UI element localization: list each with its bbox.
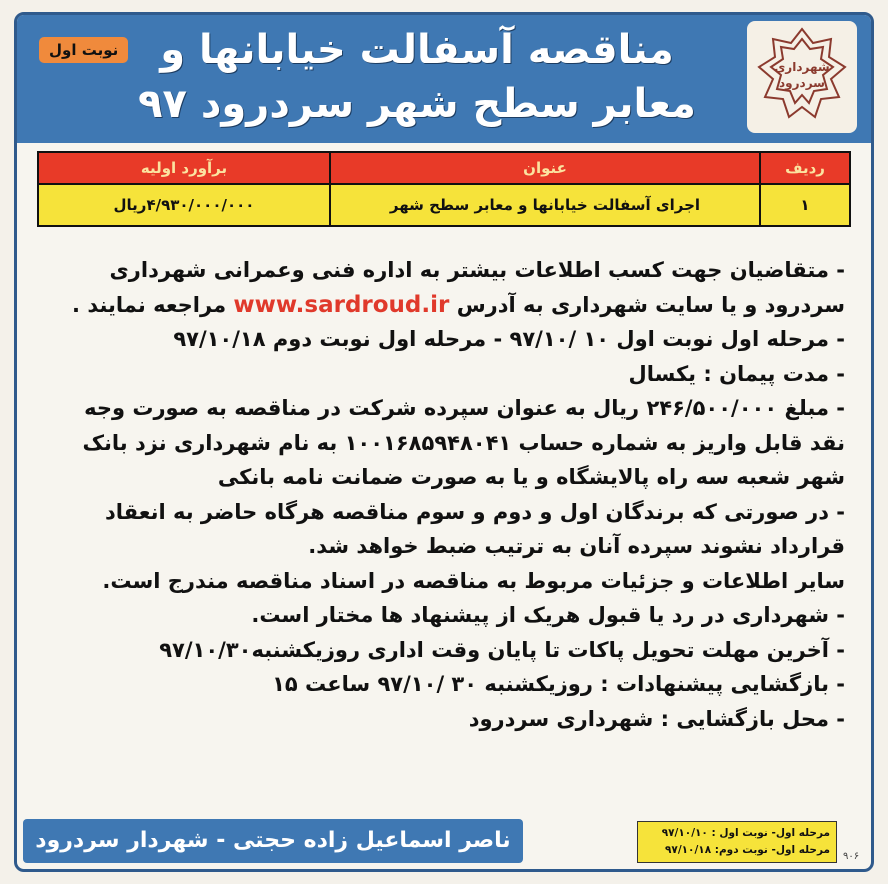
notice-body xyxy=(45,253,845,736)
website-link[interactable]: www.sardroud.ir xyxy=(233,291,450,318)
cell-index: ۱ xyxy=(760,184,850,226)
para-dates: - مرحله اول نوبت اول ۱۰ /۹۷/۱۰ - مرحله اول نوبت دوم ۹۷/۱۰/۱۸ xyxy=(173,327,845,351)
cell-title: اجرای آسفالت خیابانها و معابر سطح شهر xyxy=(330,184,760,226)
para-opening: - بازگشایی پیشنهادات : روزیکشنبه ۳۰ /۹۷/۱۰ ساعت ۱۵ xyxy=(272,672,845,696)
inquiry-text-end: مراجعه نمایند . xyxy=(72,292,227,317)
header-index: ردیف xyxy=(760,152,850,184)
first-round-badge: نوبت اول xyxy=(39,37,128,63)
para-documents: سایر اطلاعات و جزئیات مربوط به مناقصه در اسناد مناقصه مندرج است. xyxy=(102,568,845,593)
publication-date-2: مرحله اول- نوبت دوم: ۹۷/۱۰/۱۸ xyxy=(665,844,830,856)
para-opening-location: - محل بازگشایی : شهرداری سردرود xyxy=(468,706,845,731)
notice-title-line1: مناقصه آسفالت خیابانها و xyxy=(160,27,674,73)
publication-date-1: مرحله اول- نوبت اول : ۹۷/۱۰/۱۰ xyxy=(661,827,830,839)
municipality-logo xyxy=(747,21,857,133)
para-forfeit: - در صورتی که برندگان اول و دوم و سوم مناقصه هرگاه حاضر به انعقاد قرارداد نشوند سپرده آنان به ترتیب ضبط خواهد شد. xyxy=(104,499,845,558)
logo-text-1: شهرداری xyxy=(774,60,830,74)
inquiry-text: - متقاضیان جهت کسب اطلاعات بیشتر به اداره فنی وعمرانی شهرداری سردرود و یا سایت شهرداری به آدرس xyxy=(109,258,845,317)
para-deadline: - آخرین مهلت تحویل پاکات تا پایان وقت اداری روزیکشنبه۹۷/۱۰/۳۰ xyxy=(159,637,845,662)
para-inquiry xyxy=(45,253,845,322)
header-title: عنوان xyxy=(330,152,760,184)
logo-emblem-icon xyxy=(747,21,857,133)
tender-table xyxy=(37,151,851,227)
publication-dates-box xyxy=(637,821,837,863)
para-contract-duration: - مدت پیمان : یکسال xyxy=(628,361,845,386)
cell-estimate: ۴/۹۳۰/۰۰۰/۰۰۰ریال xyxy=(38,184,330,226)
header-estimate: برآورد اولیه xyxy=(38,152,330,184)
logo-text-2: سردرود xyxy=(779,76,825,90)
page-number: ۹۰۶ xyxy=(843,851,860,862)
notice-frame xyxy=(14,12,874,872)
para-rights: - شهرداری در رد یا قبول هریک از پیشنهاد ها مختار است. xyxy=(251,603,845,627)
notice-title-line2: معابر سطح شهر سردرود ۹۷ xyxy=(138,81,696,127)
mayor-signature: ناصر اسماعیل زاده حجتی - شهردار سردرود xyxy=(23,819,523,863)
table-row xyxy=(38,184,850,226)
para-deposit: - مبلغ ۲۴۶/۵۰۰/۰۰۰ ریال به عنوان سپرده شرکت در مناقصه به صورت وجه نقد قابل واریز به شماره حساب ۱۰۰۱۶۸۵۹۴۸۰۴۱ به نام شهرداری نزد بانک شهر شعبه سه راه پالایشگاه و یا به صورت ضمانت نامه بانکی xyxy=(82,396,845,489)
notice-header xyxy=(17,15,871,143)
table-header-row xyxy=(38,152,850,184)
